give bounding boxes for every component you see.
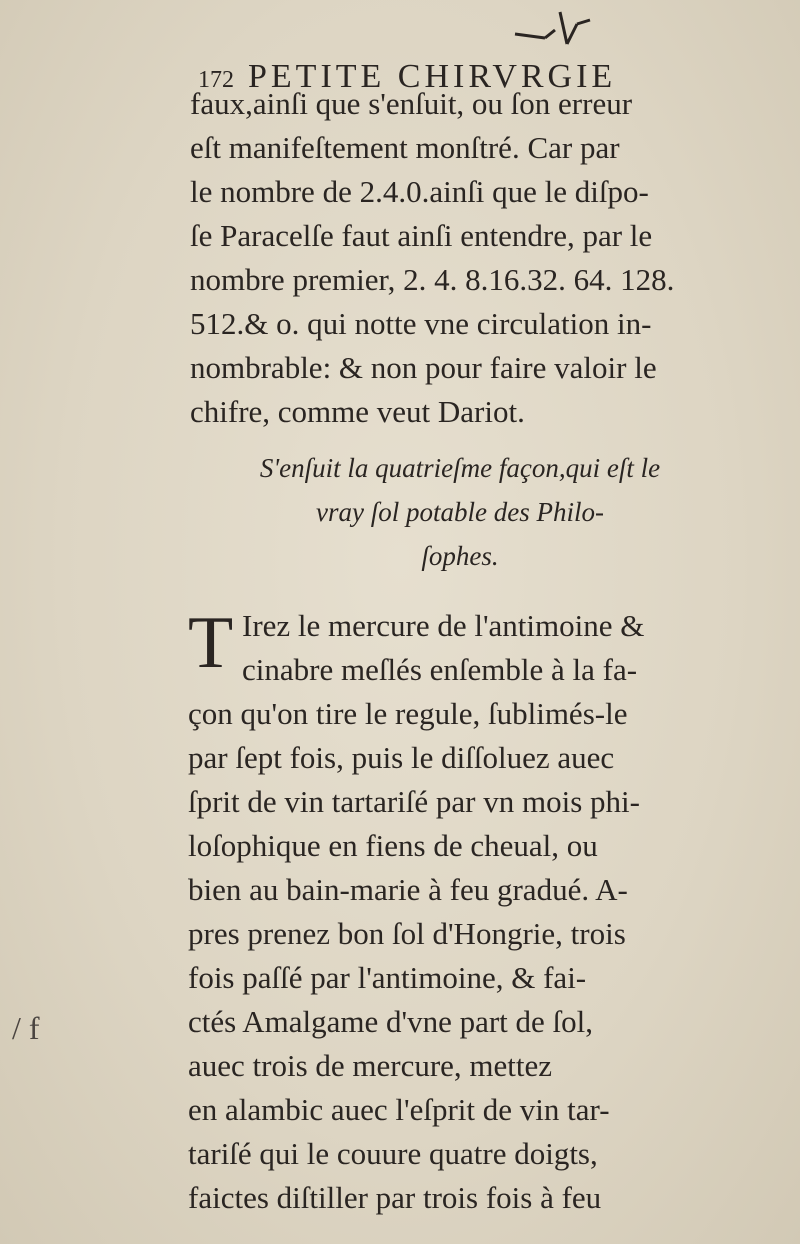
text-line: loſophique en fiens de cheual, ou (188, 828, 598, 863)
text-line: nombre premier, 2. 4. 8.16.32. 64. 128. (190, 262, 675, 297)
text-line: tariſé qui le couure quatre doigts, (188, 1136, 598, 1171)
running-title: PETITE CHIRVRGIE (248, 58, 617, 95)
heading-line: ſophes. (421, 541, 499, 571)
text-line: faictes diſtiller par trois fois à feu (188, 1180, 602, 1215)
text-line: ſprit de vin tartariſé par vn mois phi- (188, 784, 640, 819)
text-line: fois paſſé par l'antimoine, & fai- (188, 960, 587, 995)
text-line: chifre, comme veut Dariot. (190, 394, 525, 429)
text-line: cinabre meſlés enſemble à la fa- (242, 652, 638, 687)
text-line: faux,ainſi que s'enſuit, ou ſon erreur (190, 86, 633, 121)
text-line: bien au bain-marie à feu gradué. A- (188, 872, 628, 907)
text-line: Irez le mercure de l'antimoine & (242, 608, 645, 643)
heading-line: S'enſuit la quatrieſme façon,qui eſt le (259, 453, 661, 483)
section-heading (210, 446, 710, 578)
text-line: nombrable: & non pour faire valoir le (190, 350, 657, 385)
text-line: ſe Paracelſe faut ainſi entendre, par le (190, 218, 653, 253)
text-line: auec trois de mercure, mettez (188, 1048, 553, 1083)
ornament-icon (505, 4, 625, 54)
heading-line: vray ſol potable des Philo- (316, 497, 604, 527)
page-number: 172 (198, 67, 234, 93)
margin-mark: / f (12, 1010, 40, 1046)
text-line: eſt manifeſtement monſtré. Car par (190, 130, 620, 165)
drop-cap: T (188, 602, 234, 684)
text-line: çon qu'on tire le regule, ſublimés-le (188, 696, 628, 731)
text-line: le nombre de 2.4.0.ainſi que le diſpo- (190, 174, 649, 209)
text-line: 512.& o. qui notte vne circulation in- (190, 306, 652, 341)
text-line: pres prenez bon ſol d'Hongrie, trois (188, 916, 626, 951)
text-line: ctés Amalgame d'vne part de ſol, (188, 1004, 594, 1039)
text-line: en alambic auec l'eſprit de vin tar- (188, 1092, 610, 1127)
paragraph-continued (190, 82, 730, 434)
text-line: par ſept fois, puis le diſſoluez auec (188, 740, 615, 775)
paragraph-recipe (188, 604, 716, 1220)
